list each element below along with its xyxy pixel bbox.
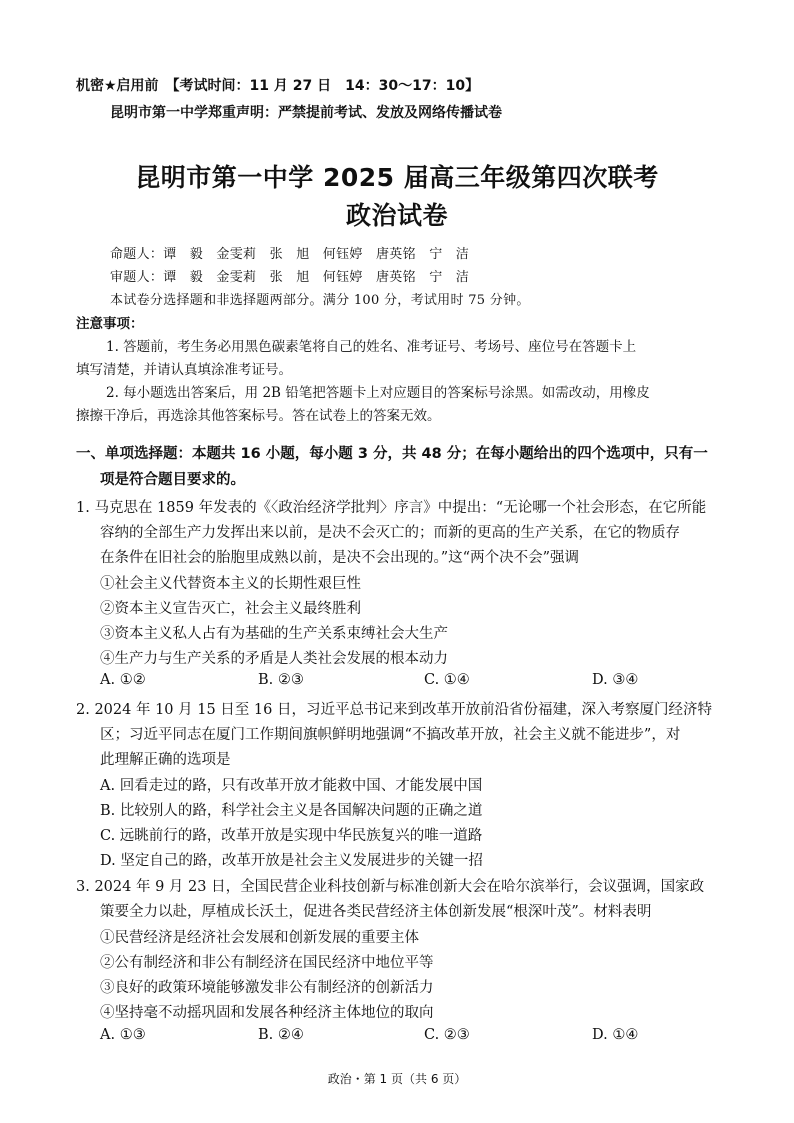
q3-statement-2: ②公有制经济和非公有制经济在国民经济中地位平等: [100, 955, 434, 971]
q1-option-c[interactable]: C. ①④: [424, 672, 470, 688]
reviewers-line: 审题人：谭 毅 金雯莉 张 旭 何钰婷 唐英铭 宁 洁: [110, 270, 470, 285]
authors-line: 命题人：谭 毅 金雯莉 张 旭 何钰婷 唐英铭 宁 洁: [110, 247, 470, 262]
confidential-header: 机密★启用前 【考试时间：11 月 27 日 14：30～17：10】: [76, 78, 480, 94]
notice-item-1-cont: 填写清楚，并请认真填涂准考证号。: [76, 362, 292, 378]
q2-option-d[interactable]: D. 坚定自己的路，改革开放是社会主义发展进步的关键一招: [100, 853, 483, 869]
q3-option-d[interactable]: D. ①④: [592, 1027, 639, 1043]
notice-heading: 注意事项：: [76, 316, 144, 332]
page-footer: 政治・第 1 页（共 6 页）: [327, 1072, 467, 1086]
q1-stem-2: 容纳的全部生产力发挥出来以前，是决不会灭亡的；而新的更高的生产关系，在它的物质存: [100, 525, 680, 541]
q3-option-c[interactable]: C. ②③: [424, 1027, 470, 1043]
q1-option-d[interactable]: D. ③④: [592, 672, 639, 688]
q1-stem-3: 在条件在旧社会的胎胞里成熟以前，是决不会出现的。”这“两个决不会”强调: [100, 550, 579, 566]
q2-option-b[interactable]: B. 比较别人的路，科学社会主义是各国解决问题的正确之道: [100, 803, 483, 819]
q2-stem: 2. 2024 年 10 月 15 日至 16 日，习近平总书记来到改革开放前沿省份福建，深入考察厦门经济特: [76, 702, 712, 718]
q1-stem: 1. 马克思在 1859 年发表的《〈政治经济学批判〉序言》中提出：“无论哪一个社会形态，在它所能: [76, 500, 707, 516]
notice-item-2-cont: 擦擦干净后，再选涂其他答案标号。答在试卷上的答案无效。: [76, 408, 441, 424]
q1-option-a[interactable]: A. ①②: [100, 672, 146, 688]
q1-statement-4: ④生产力与生产关系的矛盾是人类社会发展的根本动力: [100, 651, 448, 667]
q3-stem-2: 策要全力以赴，厚植成长沃土，促进各类民营经济主体创新发展“根深叶茂”。材料表明: [100, 904, 652, 920]
subject-title: 政治试卷: [345, 201, 448, 230]
q3-stem: 3. 2024 年 9 月 23 日，全国民营企业科技创新与标准创新大会在哈尔滨举行，会议强调，国家政: [76, 879, 705, 895]
q3-choices: [0, 1027, 794, 1047]
q3-option-b[interactable]: B. ②④: [258, 1027, 304, 1043]
q2-stem-3: 此理解正确的选项是: [100, 752, 231, 768]
notice-item-2: 2. 每小题选出答案后，用 2B 铅笔把答题卡上对应题目的答案标号涂黑。如需改动，用橡皮: [106, 385, 650, 401]
section-heading-cont: 项是符合题目要求的。: [100, 472, 245, 488]
q3-statement-4: ④坚持毫不动摇巩固和发展各种经济主体地位的取向: [100, 1005, 434, 1021]
q3-option-a[interactable]: A. ①③: [100, 1027, 146, 1043]
q1-statement-3: ③资本主义私人占有为基础的生产关系束缚社会大生产: [100, 626, 448, 642]
q2-option-a[interactable]: A. 回看走过的路，只有改革开放才能救中国、才能发展中国: [100, 778, 483, 794]
q1-statement-1: ①社会主义代替资本主义的长期性艰巨性: [100, 576, 361, 592]
exam-info: 本试卷分选择题和非选择题两部分。满分 100 分，考试用时 75 分钟。: [110, 293, 530, 308]
q1-option-b[interactable]: B. ②③: [258, 672, 304, 688]
q2-stem-2: 区；习近平同志在厦门工作期间旗帜鲜明地强调“不搞改革开放，社会主义就不能进步”，对: [100, 727, 681, 743]
q3-statement-1: ①民营经济是经济社会发展和创新发展的重要主体: [100, 930, 419, 946]
school-statement: 昆明市第一中学郑重声明：严禁提前考试、发放及网络传播试卷: [110, 105, 502, 121]
q1-choices: [0, 672, 794, 692]
q2-option-c[interactable]: C. 远眺前行的路，改革开放是实现中华民族复兴的唯一道路: [100, 828, 483, 844]
exam-title: 昆明市第一中学 2025 届高三年级第四次联考: [135, 163, 659, 192]
q3-statement-3: ③良好的政策环境能够激发非公有制经济的创新活力: [100, 980, 434, 996]
q1-statement-2: ②资本主义宣告灭亡，社会主义最终胜利: [100, 601, 361, 617]
notice-item-1: 1. 答题前，考生务必用黑色碳素笔将自己的姓名、准考证号、考场号、座位号在答题卡上: [106, 339, 637, 355]
section-heading: 一、单项选择题：本题共 16 小题，每小题 3 分，共 48 分；在每小题给出的四个选项中，只有一: [76, 446, 708, 462]
